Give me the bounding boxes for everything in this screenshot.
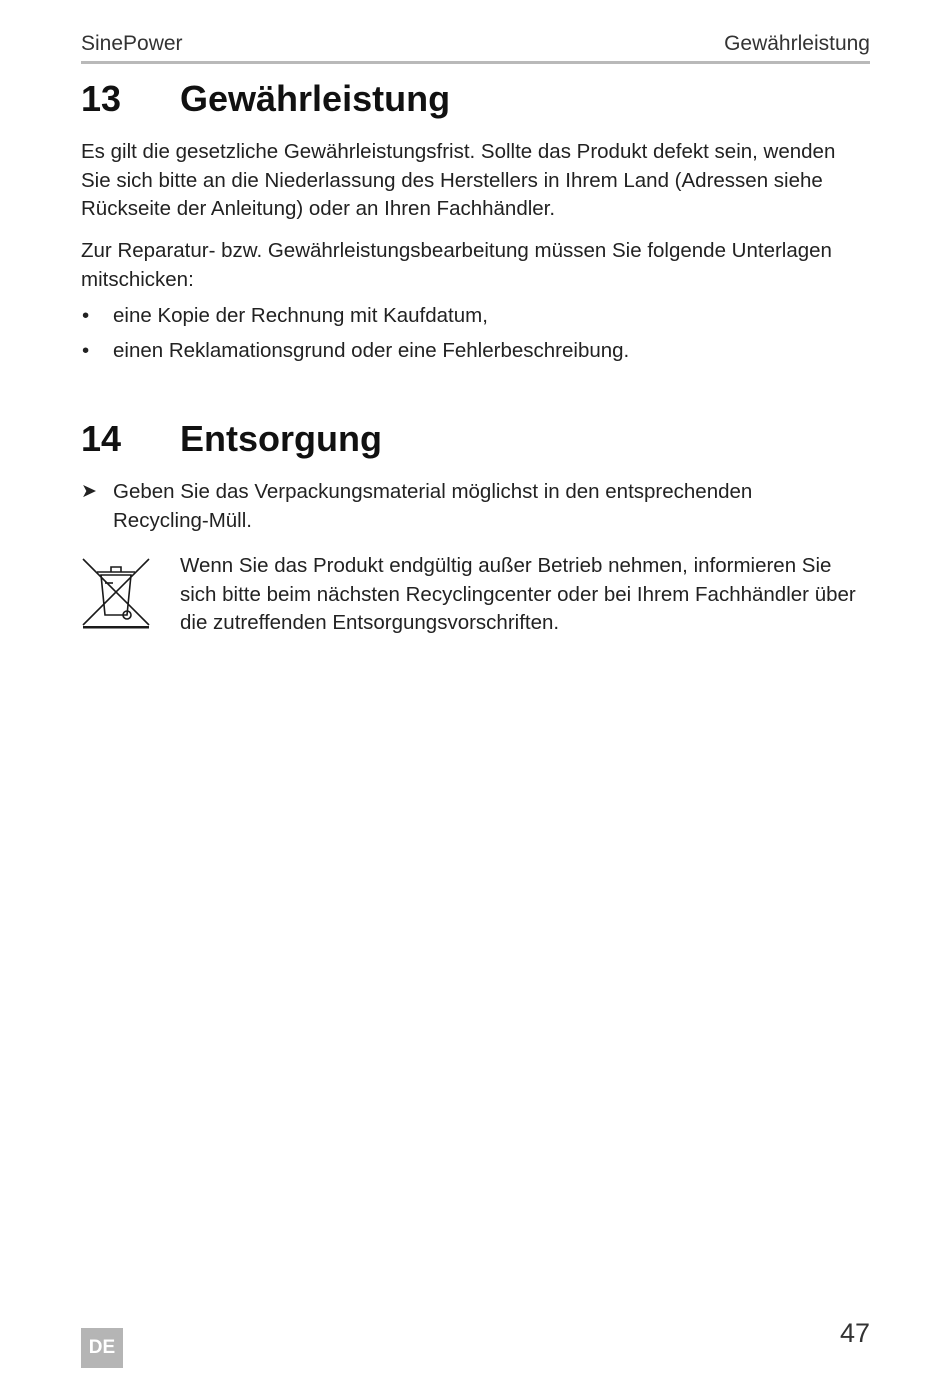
- section-title: Entsorgung: [180, 418, 382, 459]
- required-documents-intro: Zur Reparatur- bzw. Gewährleistungsbearbeitung müssen Sie folgende Unterlagen mitschicken:: [81, 239, 832, 291]
- section-number: 13: [81, 78, 122, 119]
- section-title: Gewährleistung: [180, 78, 451, 119]
- manual-page: [81, 0, 870, 1374]
- section-number: 14: [81, 418, 122, 459]
- header-product-name: SinePower: [81, 32, 183, 55]
- bullet-icon: •: [82, 304, 90, 327]
- bullet-icon: •: [82, 339, 90, 362]
- crossed-out-wheelie-bin-icon: [81, 555, 151, 629]
- arrow-icon: ➤: [81, 481, 97, 502]
- page-number: 47: [839, 1318, 870, 1348]
- instruction-text: Geben Sie das Verpackungsmaterial möglichst in den entsprechenden Recycling-Müll.: [113, 480, 753, 532]
- header-rule: [81, 61, 870, 64]
- warranty-paragraph: Es gilt die gesetzliche Gewährleistungsfrist. Sollte das Produkt defekt sein, wenden Sie sich bitte an die Niederlassung des Herstellers in Ihrem Land (Adressen siehe Rückseite der Anleitung) oder an Ihren Fachhändler.: [81, 140, 836, 220]
- disposal-note: Wenn Sie das Produkt endgültig außer Betrieb nehmen, informieren Sie sich bitte beim nächsten Recyclingcenter oder bei Ihrem Fachhändler über die zutreffenden Entsorgungsvorschriften.: [180, 554, 856, 634]
- running-header: [81, 30, 870, 62]
- header-chapter-name: Gewährleistung: [724, 32, 870, 55]
- list-item-text: einen Reklamationsgrund oder eine Fehlerbeschreibung.: [113, 339, 630, 362]
- list-item-text: eine Kopie der Rechnung mit Kaufdatum,: [113, 304, 488, 327]
- language-badge: DE: [81, 1328, 123, 1368]
